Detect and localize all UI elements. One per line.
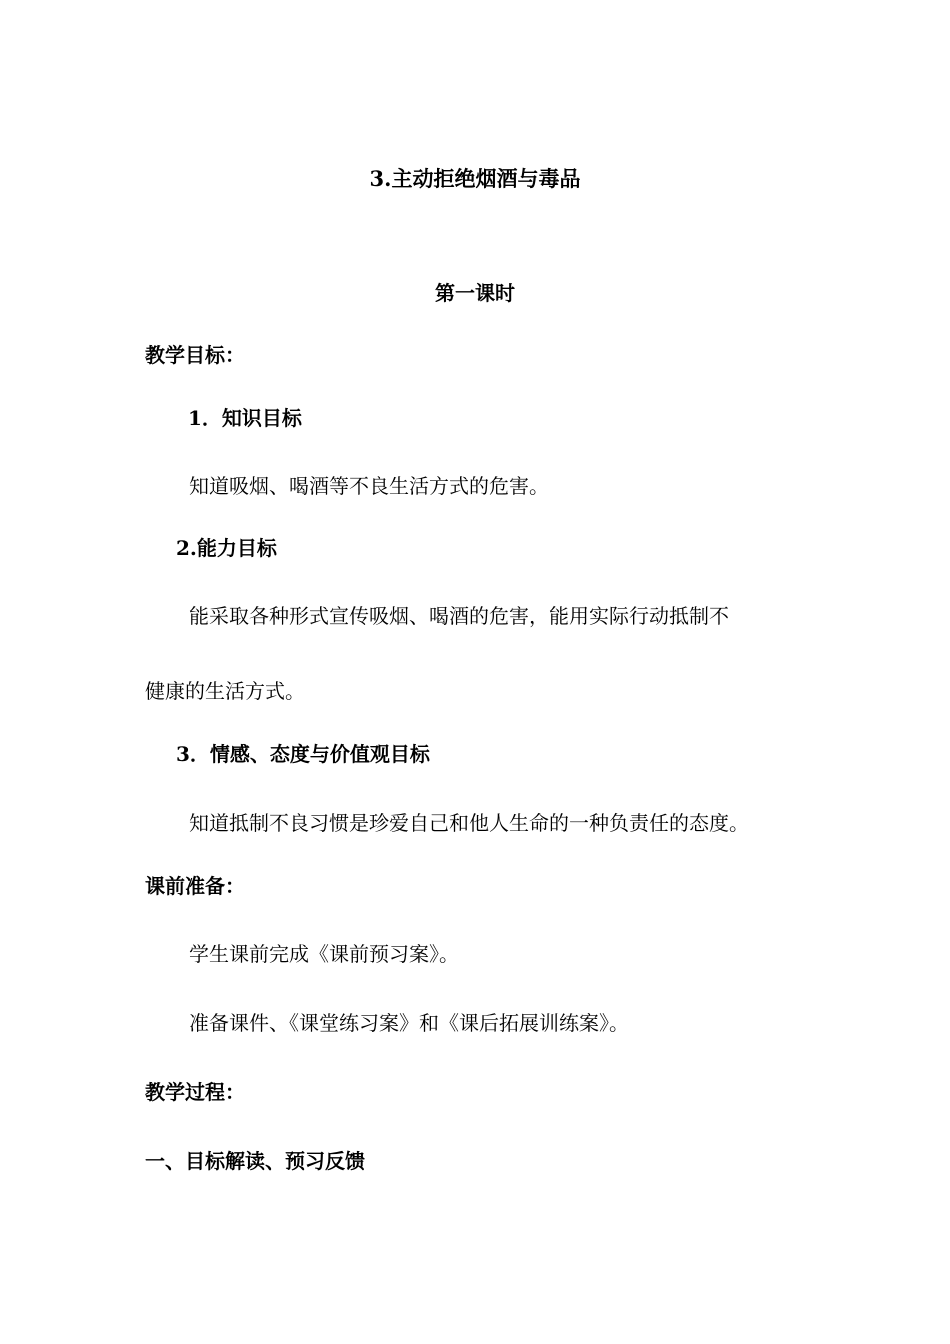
preparation-item-2: 准备课件、《课堂练习案》和《课后拓展训练案》。 xyxy=(189,1011,629,1035)
emotion-objective-text: 知道抵制不良习惯是珍爱自己和他人生命的一种负责任的态度。 xyxy=(189,811,749,835)
emotion-objective-heading: 3．情感、态度与价值观目标 xyxy=(176,742,430,766)
ability-objective-text-line1: 能采取各种形式宣传吸烟、喝酒的危害，能用实际行动抵制不 xyxy=(189,604,729,628)
preparation-heading: 课前准备： xyxy=(145,874,245,898)
ability-objective-text-line2: 健康的生活方式。 xyxy=(145,679,305,703)
objectives-heading: 教学目标： xyxy=(145,343,245,367)
process-section-1-heading: 一、目标解读、预习反馈 xyxy=(145,1149,365,1173)
preparation-item-1: 学生课前完成《课前预习案》。 xyxy=(189,942,459,966)
knowledge-objective-heading: 1．知识目标 xyxy=(188,406,302,430)
knowledge-objective-text: 知道吸烟、喝酒等不良生活方式的危害。 xyxy=(189,474,549,498)
lesson-heading: 第一课时 xyxy=(435,281,515,305)
ability-objective-heading: 2.能力目标 xyxy=(176,536,277,560)
process-heading: 教学过程： xyxy=(145,1080,245,1104)
document-title: 3.主动拒绝烟酒与毒品 xyxy=(369,166,581,191)
